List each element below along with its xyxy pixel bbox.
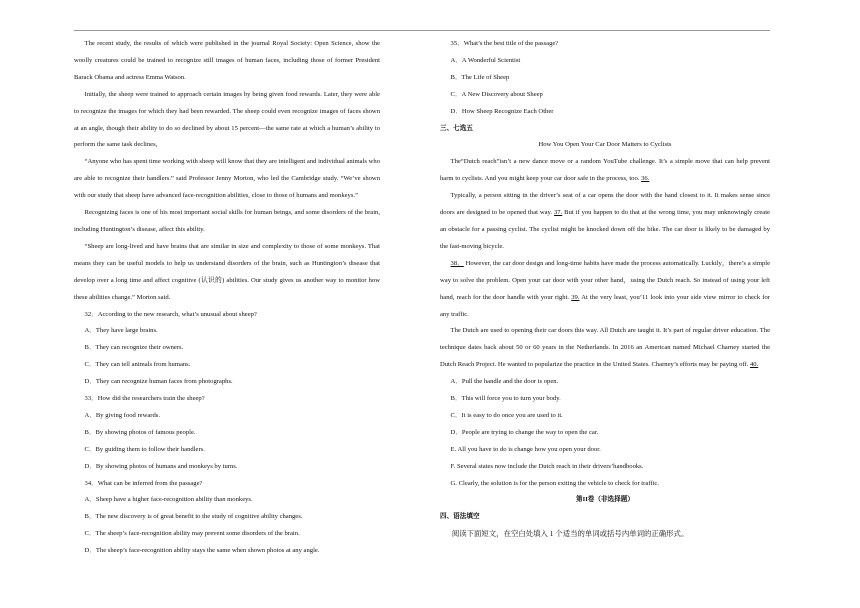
header-rule: [74, 30, 770, 31]
question-35: 35．What’s the best title of the passage?: [450, 40, 559, 47]
cloze-paragraph-1: [440, 154, 770, 188]
option-33c: C．By guiding them to follow their handlers.: [84, 445, 205, 453]
option-32c: C．They can tell animals from humans.: [84, 361, 191, 369]
paragraph-5: “Sheep are long-lived and have brains that are similar in size and complexity to those of some monkeys. That means they can be useful models to help us understand disorders of the brain, such as Huntington’s disease that develop over a long time and affect cognitive (认识的) abilities. Our study gives us another way to monitor how these abilities change.” Morton said.: [74, 242, 380, 301]
passage-title: How You Open Your Car Door Matters to Cyclists: [538, 141, 672, 149]
question-32: 32．According to the new research, what’s unusual about sheep?: [84, 310, 257, 318]
left-column: [74, 36, 380, 560]
paragraph-4: Recognizing faces is one of his most important social skills for human beings, and some disorders of the brain, including Huntington’s disease, affect this ability.: [74, 209, 380, 233]
option-32d: D．They can recognize human faces from photographs.: [84, 378, 233, 386]
blank-37: 37.: [554, 209, 563, 217]
cloze-paragraph-2: [440, 188, 770, 256]
option-32b: B．They can recognize their owners.: [84, 344, 184, 352]
option-33d: D．By showing photos of humans and monkeys by turns.: [84, 462, 238, 470]
choice-b: B．This will force you to turn your body.: [450, 395, 561, 403]
option-35d: D．How Sheep Recognize Each Other: [450, 107, 554, 115]
option-33a: A．By giving food rewards.: [84, 411, 160, 419]
blank-39: 39.: [571, 293, 580, 301]
question-34: 34．What can be inferred from the passage?: [84, 479, 203, 487]
question-33: 33．How did the researchers train the sheep?: [84, 395, 205, 403]
option-34a: A．Sheep have a higher face-recognition ability than monkeys.: [84, 496, 253, 504]
blank-38: 38．: [450, 259, 464, 267]
volume-2-heading: 第II卷（非选择题）: [576, 496, 634, 504]
cloze-text-2b: But if you happen to do that at the wrong time, you may unknowingly create an obstacle for a passing cyclist. The cyclist might be knocked down off the bike. The car door is likely to be damaged by the fast-moving bicycle.: [440, 209, 770, 250]
blank-36: 36.: [641, 175, 650, 183]
cloze-text-1: The“Dutch reach”isn’t a new dance move or a random YouTube challenge. It’s a simple move that can help prevent harm to cyclists. And you might keep your car door safe in the process, too.: [440, 158, 770, 183]
paragraph-1: The recent study, the results of which were published in the journal Royal Society: Open Science, show the woolly creatures could be trained to recognize still images of human faces, including those of former President Barack Obama and actress Emma Watson.: [74, 40, 380, 81]
choice-g: G. Clearly, the solution is for the person exiting the vehicle to check for traffic.: [450, 479, 659, 487]
cloze-text-4: The Dutch are used to opening their car doors this way. All Dutch are taught it. It’s part of regular driver education. The technique dates back about 50 or 60 years in the Netherlands. In 2016 an American named Michael Charney started the Dutch Reach Project. He wanted to popularize the practice in the United States. Charney’s efforts may be paying off.: [440, 327, 770, 369]
cloze-text-3a: However, the car door design and long-time habits have made the process automatically. Luckily，there’s a simple way to solve the problem. Open your car door with your other hand，using the Dutch reach. So instead of using your left hand, reach for the door handle with your right.: [440, 259, 771, 301]
option-34b: B．The new discovery is of great benefit to the study of cognitive ability changes.: [84, 513, 303, 521]
option-34d: D．The sheep’s face-recognition ability stays the same when shown photos at any angle.: [84, 547, 320, 555]
option-35a: A．A Wonderful Scientist: [450, 56, 521, 64]
option-35b: B．The Life of Sheep: [450, 73, 510, 81]
choice-f: F. Several states now include the Dutch reach in their drivers’handbooks.: [450, 462, 644, 470]
option-35c: C．A New Discovery about Sheep: [450, 90, 543, 98]
paragraph-3: “Anyone who has spent time working with sheep will know that they are intelligent and individual animals who are able to recognize their handlers.” said Professor Jenny Morton, who led the Cambridge study. “We’ve shown with our study that sheep have advanced face-recognition abilities, close to those of humans and monkeys.”: [74, 158, 380, 200]
cloze-paragraph-3: [440, 256, 770, 324]
cloze-text-3b: At the very least, you’11 look into your side view mirror to check for any traffic.: [440, 293, 770, 318]
choice-e: E. All you have to do is change how you open your door.: [450, 445, 601, 453]
choice-c: C．It is easy to do once you are used to it.: [450, 411, 563, 419]
grammar-instruction: 阅读下面短文，在空白处填入 1 个适当的单词或括号内单词的正确形式。: [451, 529, 689, 539]
blank-40: 40.: [749, 361, 759, 369]
cloze-text-2a: Typically, a person sitting in the driver’s seat of a car opens the door with the hand closest to it. It makes sense since doors are designed to be opened that way.: [440, 192, 770, 217]
right-column: [440, 36, 770, 543]
choice-d: D．People are trying to change the way to open the car.: [450, 428, 599, 436]
cloze-paragraph-4: [440, 323, 770, 374]
paragraph-2: Initially, the sheep were trained to approach certain images by being given food rewards. Later, they were able to recognize the images for which they had been rewarded. The sheep could even recognize images of faces shown at an angle, though their ability to do so declined by about 15 percent—the same rate at which a human’s ability to perform the same task declines,: [74, 90, 380, 149]
section-heading-3: 三、七选五: [440, 124, 473, 132]
option-34c: C．The sheep’s face-recognition ability may prevent some disorders of the brain.: [84, 530, 300, 538]
option-32a: A．They have large brains.: [84, 327, 158, 335]
choice-a: A．Pull the handle and the door is open.: [450, 378, 559, 386]
option-33b: B．By showing photos of famous people.: [84, 428, 196, 436]
section-heading-4: 四、语法填空: [440, 513, 480, 521]
